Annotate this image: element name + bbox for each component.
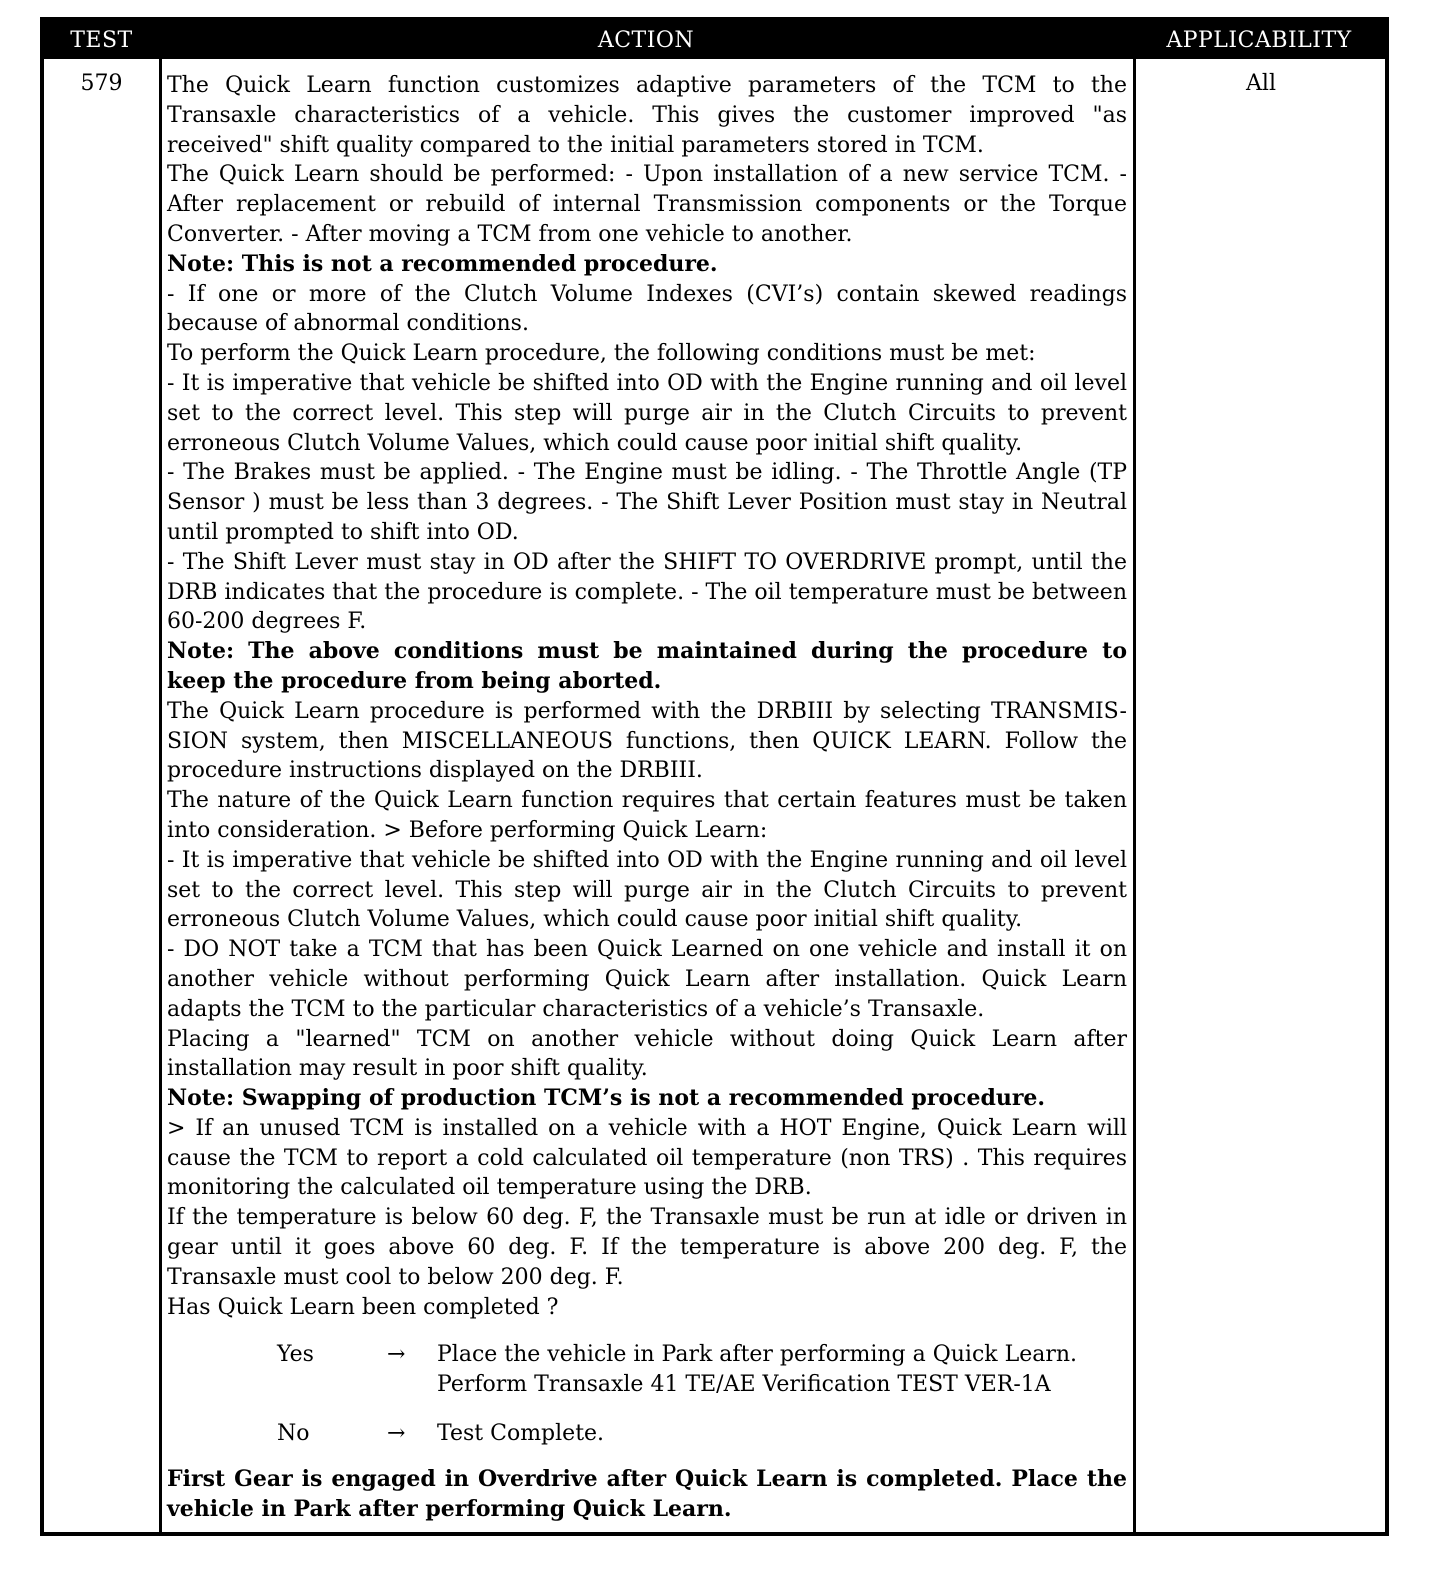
- test-number: 579: [80, 71, 123, 96]
- paragraph: - The Shift Lever must stay in OD after the SHIFT TO OVERDRIVE prompt, until the DRB indicates that the procedure is complete. - The oil temperature must be between 60-200 degrees F.: [167, 549, 1127, 635]
- arrow-right-icon: →: [387, 1342, 406, 1368]
- paragraph: If the temperature is below 60 deg. F, the Transaxle must be run at idle or driven in gear until it goes above 60 deg. F. If the temperature is above 200 deg. F, the Transaxle must cool to below 200 deg. F.: [167, 1205, 1127, 1290]
- paragraph: - It is imperative that vehicle be shifted into OD with the Engine running and oil level set to the correct level. This step will purge air in the Clutch Circuits to prevent erroneous Clutch Volume Values, which could cause poor initial shift quality.: [167, 370, 1127, 456]
- question: Has Quick Learn been completed ?: [167, 1294, 559, 1320]
- paragraph: - If one or more of the Clutch Volume Indexes (CVI’s) contain skewed readings because of abnormal conditions.: [167, 281, 1127, 337]
- header-test: TEST: [70, 28, 133, 53]
- applicability-value: All: [1246, 71, 1276, 96]
- final-note: First Gear is engaged in Overdrive after Quick Learn is completed. Place the vehicle in Park after performing Quick Learn.: [167, 1465, 1127, 1522]
- note: Note: This is not a recommended procedure.: [167, 250, 718, 277]
- paragraph: The Quick Learn procedure is performed with the DRBIII by selecting TRANSMIS-SION system, then MISCELLANEOUS functions, then QUICK LEARN. Follow the procedure instructions displayed on the DRBIII.: [167, 698, 1127, 784]
- paragraph: Placing a "learned" TCM on another vehicle without doing Quick Learn after installation may result in poor shift quality.: [167, 1026, 1127, 1082]
- test-table: [40, 17, 1389, 1536]
- action-cell: [167, 71, 1127, 1524]
- branch-text: Place the vehicle in Park after performing a Quick Learn.: [437, 1342, 1078, 1368]
- paragraph: - DO NOT take a TCM that has been Quick Learned on one vehicle and install it on another vehicle without performing Quick Learn after installation. Quick Learn adapts the TCM to the particular characteristics of a vehicle’s Transaxle.: [167, 937, 1127, 1022]
- arrow-right-icon: →: [387, 1421, 406, 1447]
- table-header: [44, 21, 1385, 59]
- paragraph: To perform the Quick Learn procedure, the following conditions must be met:: [167, 341, 1036, 367]
- paragraph: The Quick Learn function customizes adaptive parameters of the TCM to the Transaxle characteristics of a vehicle. This gives the customer improved "as received" shift quality compared to the initial parameters stored in TCM.: [167, 73, 1127, 158]
- note: Note: Swapping of production TCM’s is not a recommended procedure.: [167, 1085, 1046, 1112]
- column-divider: [1133, 59, 1136, 1532]
- paragraph: The Quick Learn should be performed: - Upon installation of a new service TCM. - After replacement or rebuild of internal Transmission components or the Torque Converter. - After moving a TCM from one vehicle to another.: [167, 162, 1127, 247]
- branch-yes: [167, 1340, 1127, 1400]
- branch-text: Test Complete.: [437, 1421, 605, 1447]
- paragraph: > If an unused TCM is installed on a vehicle with a HOT Engine, Quick Learn will cause the TCM to report a cold calculated oil temperature (non TRS) . This requires monitoring the calculated oil temperature using the DRB.: [167, 1115, 1127, 1201]
- header-action: ACTION: [597, 28, 695, 53]
- branch-no: [167, 1419, 1127, 1449]
- paragraph: - The Brakes must be applied. - The Engine must be idling. - The Throttle Angle (TP Sensor ) must be less than 3 degrees. - The Shift Lever Position must stay in Neutral until prompted to shift into OD.: [167, 460, 1127, 545]
- branch-label: Yes: [277, 1342, 314, 1368]
- header-applicability: APPLICABILITY: [1166, 28, 1352, 53]
- branch-label: No: [277, 1421, 310, 1447]
- branch-text: Perform Transaxle 41 TE/AE Verification TEST VER-1A: [437, 1372, 1051, 1398]
- paragraph: The nature of the Quick Learn function requires that certain features must be taken into consideration. > Before performing Quick Learn:: [167, 788, 1127, 843]
- column-divider: [159, 59, 162, 1532]
- note: Note: The above conditions must be maintained during the procedure to keep the procedure from being aborted.: [167, 638, 1127, 694]
- paragraph: - It is imperative that vehicle be shifted into OD with the Engine running and oil level set to the correct level. This step will purge air in the Clutch Circuits to prevent erroneous Clutch Volume Values, which could cause poor initial shift quality.: [167, 847, 1127, 933]
